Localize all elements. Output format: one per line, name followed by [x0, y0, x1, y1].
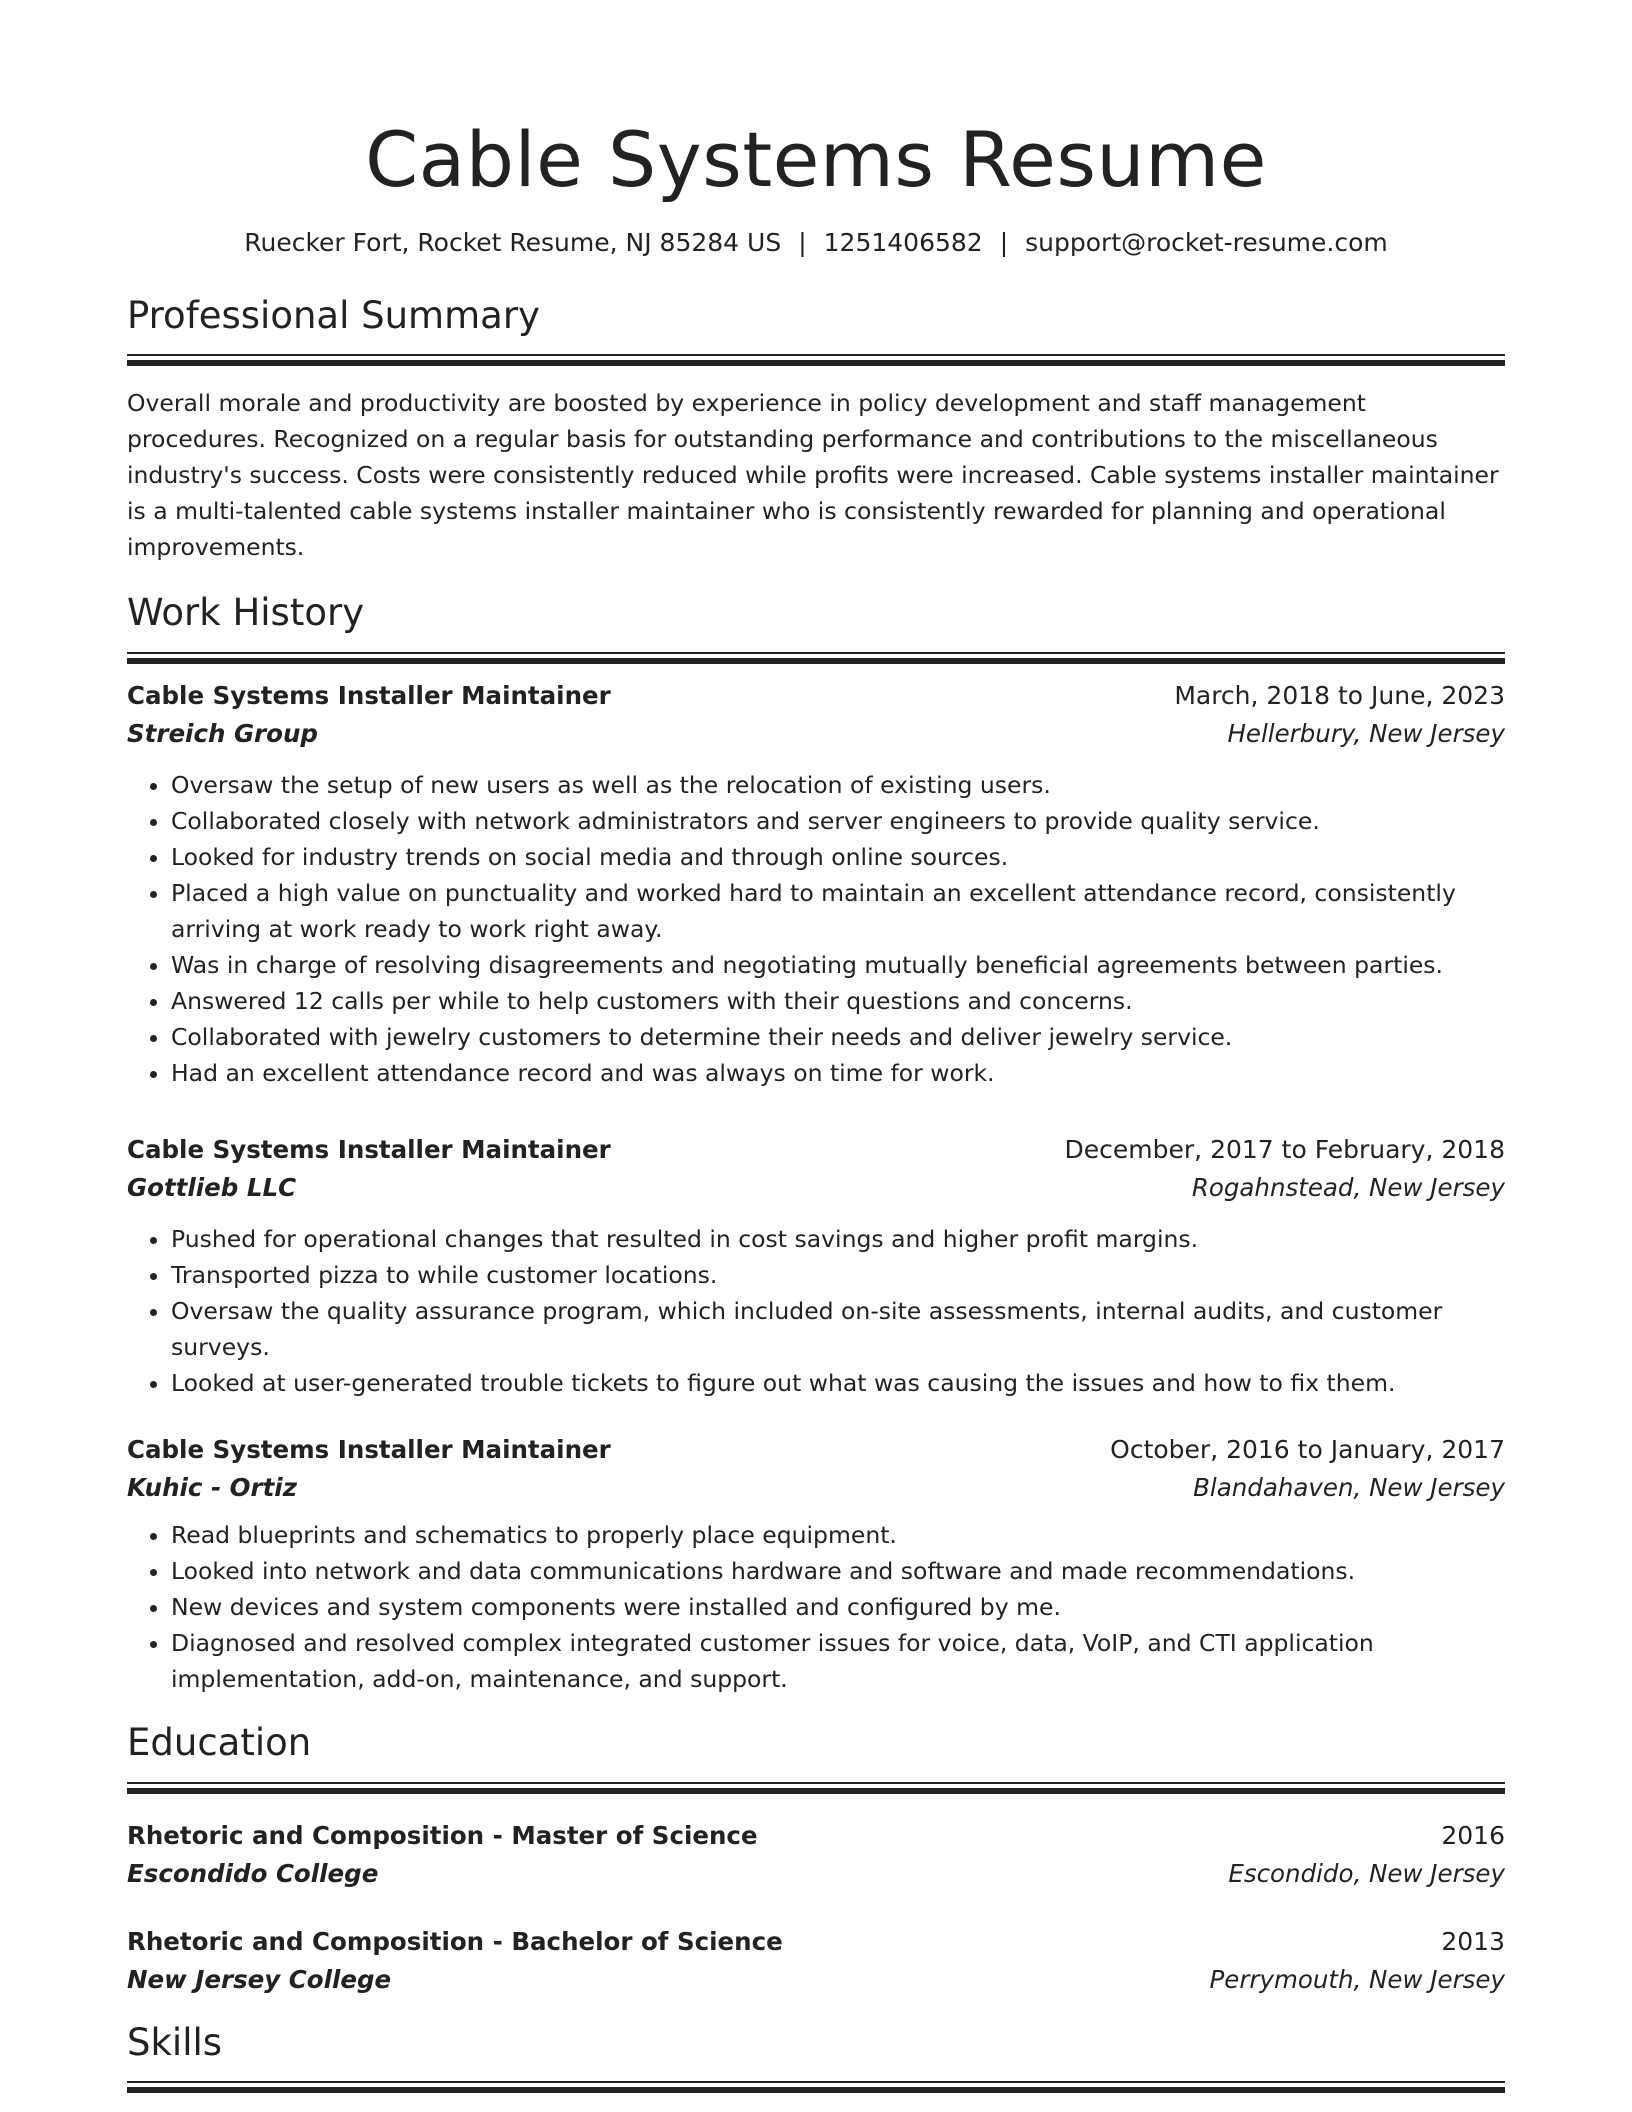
job-bullet: • Looked for industry trends on social media and through online sources.	[171, 839, 1505, 875]
work-history-section	[127, 593, 1505, 1697]
job-bullet: • Diagnosed and resolved complex integrated customer issues for voice, data, VoIP, and CTI application implementation, add-on, maintenance, and support.	[171, 1625, 1505, 1697]
section-divider	[127, 2081, 1505, 2094]
job-entry	[127, 677, 1505, 1091]
job-bullet: • Had an excellent attendance record and was always on time for work.	[171, 1055, 1505, 1091]
education-location: Perrymouth, New Jersey	[1209, 1964, 1505, 1994]
education-school: Escondido College	[127, 1858, 379, 1888]
job-bullet-list	[127, 1517, 1505, 1697]
job-bullet: • Was in charge of resolving disagreements and negotiating mutually beneficial agreements between parties.	[171, 947, 1505, 983]
job-bullet: • Answered 12 calls per while to help customers with their questions and concerns.	[171, 983, 1505, 1019]
job-header-row	[127, 1431, 1505, 1469]
education-year: 2016	[1441, 1820, 1505, 1850]
job-bullet: • Collaborated closely with network administrators and server engineers to provide quality service.	[171, 803, 1505, 839]
education-entry	[127, 1817, 1505, 1893]
summary-text: Overall morale and productivity are boosted by experience in policy development and staff management procedures. Recognized on a regular basis for outstanding performance and contributions to the miscellaneous industry's success. Costs were consistently reduced while profits were increased. Cable systems installer maintainer is a multi-talented cable systems installer maintainer who is consistently rewarded for planning and operational improvements.	[127, 389, 1499, 562]
section-divider	[127, 354, 1505, 367]
education-year: 2013	[1441, 1926, 1505, 1956]
job-company: Gottlieb LLC	[127, 1172, 297, 1202]
education-school: New Jersey College	[127, 1964, 392, 1994]
contact-email[interactable]: support@rocket-resume.com	[1025, 227, 1388, 257]
job-bullet: • Looked at user-generated trouble tickets to figure out what was causing the issues and how to fix them.	[171, 1365, 1505, 1401]
education-header-row	[127, 1817, 1505, 1855]
job-bullet: • Looked into network and data communications hardware and software and made recommendations.	[171, 1553, 1505, 1589]
job-entry	[127, 1131, 1505, 1401]
job-bullet-list	[127, 767, 1505, 1091]
job-bullet: • Transported pizza to while customer locations.	[171, 1257, 1505, 1293]
section-heading-work: Work History	[127, 591, 365, 635]
job-header-row	[127, 677, 1505, 715]
job-subheader-row	[127, 715, 1505, 753]
contact-phone: 1251406582	[823, 227, 983, 257]
resume-title: Cable Systems Resume	[365, 115, 1267, 204]
job-location: Hellerbury, New Jersey	[1227, 718, 1505, 748]
education-degree: Rhetoric and Composition - Master of Science	[127, 1820, 758, 1850]
section-heading-skills: Skills	[127, 2020, 223, 2064]
contact-separator: |	[798, 227, 807, 257]
job-header-row	[127, 1131, 1505, 1169]
skills-section	[127, 2020, 1505, 2095]
education-degree: Rhetoric and Composition - Bachelor of Science	[127, 1926, 783, 1956]
education-location: Escondido, New Jersey	[1228, 1858, 1505, 1888]
job-entry	[127, 1431, 1505, 1697]
job-bullet: • Oversaw the setup of new users as well as the relocation of existing users.	[171, 767, 1505, 803]
education-header-row	[127, 1923, 1505, 1961]
contact-separator: |	[999, 227, 1009, 257]
job-company: Kuhic - Ortiz	[127, 1472, 297, 1502]
job-bullet-list	[127, 1221, 1505, 1401]
education-subheader-row	[127, 1961, 1505, 1999]
section-divider	[127, 652, 1505, 665]
job-bullet: • Oversaw the quality assurance program, which included on-site assessments, internal audits, and customer surveys.	[171, 1293, 1505, 1365]
job-bullet: • Collaborated with jewelry customers to determine their needs and deliver jewelry service.	[171, 1019, 1505, 1055]
summary-section	[127, 293, 1505, 566]
section-heading-summary: Professional Summary	[127, 293, 540, 337]
job-subheader-row	[127, 1169, 1505, 1207]
job-location: Blandahaven, New Jersey	[1193, 1472, 1505, 1502]
job-bullet: • New devices and system components were installed and configured by me.	[171, 1589, 1505, 1625]
section-divider	[127, 1782, 1505, 1795]
education-entry	[127, 1923, 1505, 1999]
job-dates: October, 2016 to January, 2017	[1110, 1434, 1505, 1464]
job-title: Cable Systems Installer Maintainer	[127, 1134, 611, 1164]
job-dates: December, 2017 to February, 2018	[1064, 1134, 1505, 1164]
section-heading-education: Education	[127, 1720, 312, 1764]
job-dates: March, 2018 to June, 2023	[1174, 680, 1505, 710]
job-bullet: • Read blueprints and schematics to properly place equipment.	[171, 1517, 1505, 1553]
job-bullet: • Pushed for operational changes that resulted in cost savings and higher profit margins.	[171, 1221, 1505, 1257]
job-bullet: • Placed a high value on punctuality and worked hard to maintain an excellent attendance record, consistently arriving at work ready to work right away.	[171, 875, 1505, 947]
contact-address: Ruecker Fort, Rocket Resume, NJ 85284 US	[244, 227, 782, 257]
job-subheader-row	[127, 1469, 1505, 1507]
education-subheader-row	[127, 1855, 1505, 1893]
job-title: Cable Systems Installer Maintainer	[127, 1434, 611, 1464]
contact-line	[127, 228, 1505, 258]
job-company: Streich Group	[127, 718, 318, 748]
job-location: Rogahnstead, New Jersey	[1191, 1172, 1505, 1202]
job-title: Cable Systems Installer Maintainer	[127, 680, 611, 710]
education-section	[127, 1720, 1505, 1999]
